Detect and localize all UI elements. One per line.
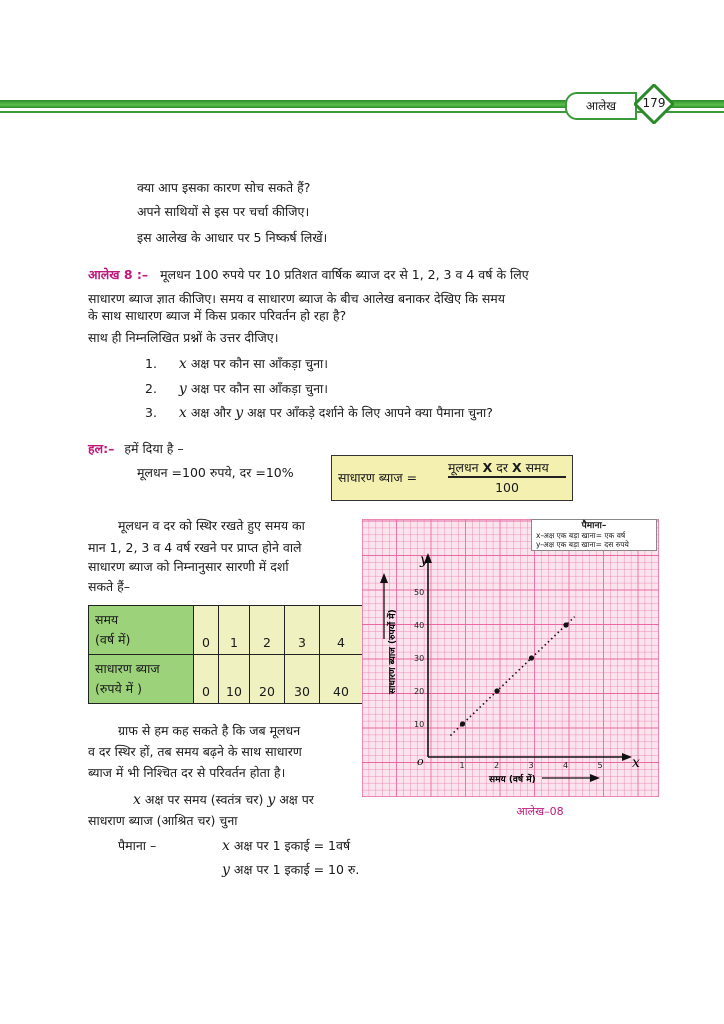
- table-header-line: साधारण ब्याज: [95, 661, 160, 676]
- question-1: [145, 355, 328, 372]
- formula-denominator: 100: [495, 480, 519, 495]
- table-cell: 4: [320, 606, 363, 655]
- problem-text-1: मूलधन 100 रुपये पर 10 प्रतिशत वार्षिक ब्याज दर से 1, 2, 3 व 4 वर्ष के लिए: [160, 267, 529, 282]
- problem-text-4: साथ ही निम्नलिखित प्रश्नों के उत्तर दीजिए।: [88, 330, 279, 345]
- formula-lhs: साधारण ब्याज =: [338, 470, 418, 485]
- formula-time: समय: [525, 460, 549, 475]
- graph-scale-legend: [531, 519, 657, 551]
- question-2: [145, 380, 328, 397]
- scale-y-text: अक्ष पर 1 इकाई = 10 रु.: [233, 862, 360, 877]
- x-axis-label: समय (वर्ष में): [489, 775, 536, 785]
- formula-box: [331, 455, 573, 501]
- table-header-line: (रुपये में ): [95, 681, 143, 696]
- para2-line-3: ब्याज में भी निश्चित दर से परिवर्तन होता है।: [88, 765, 286, 780]
- x-tick-label: 2: [494, 761, 500, 770]
- problem-text-2: साधारण ब्याज ज्ञात कीजिए। समय व साधारण ब्याज के बीच आलेख बनाकर देखिए कि समय: [88, 291, 505, 306]
- data-point: [494, 688, 499, 693]
- intro-line-2: अपने साथियों से इस पर चर्चा कीजिए।: [137, 204, 310, 219]
- axes-text-line-1: [133, 791, 314, 808]
- problem-first-line: [88, 266, 529, 283]
- table-row: [89, 655, 363, 704]
- table-cell: 30: [285, 655, 320, 704]
- table-header-line: (वर्ष में): [95, 632, 131, 647]
- variable-y: y: [267, 792, 276, 808]
- x-tick-label: 4: [563, 761, 569, 770]
- intro-line-3: इस आलेख के आधार पर 5 निष्कर्ष लिखें।: [137, 230, 328, 245]
- table-cell: 0: [194, 606, 219, 655]
- x-variable-label: x: [632, 755, 640, 771]
- y-tick-label: 20: [414, 687, 425, 696]
- question-text: अक्ष और: [190, 405, 232, 420]
- formula-times: X: [511, 460, 522, 475]
- data-point: [529, 655, 534, 660]
- para1-line-4: सकते हैं–: [88, 579, 131, 594]
- problem-label: आलेख 8 :–: [88, 267, 149, 282]
- para1-line-1: मूलधन व दर को स्थिर रखते हुए समय का: [118, 518, 305, 533]
- question-text: अक्ष पर कौन सा आँकड़ा चुना।: [190, 356, 329, 371]
- variable-y: y: [178, 381, 187, 397]
- x-tick-label: 5: [597, 761, 603, 770]
- scale-legend-x: x-अक्ष एक बड़ा खाना= एक वर्ष: [536, 531, 626, 540]
- y-axis-label: साधारण ब्याज (रुपयों में): [388, 609, 398, 694]
- table-cell: 3: [285, 606, 320, 655]
- chapter-tab: आलेख: [565, 92, 637, 120]
- table-cell: 1: [219, 606, 250, 655]
- question-text: अक्ष पर कौन सा आँकड़ा चुना।: [190, 381, 329, 396]
- question-3: [145, 404, 493, 421]
- table-cell: 20: [250, 655, 285, 704]
- question-text: अक्ष पर आँकड़े दर्शाने के लिए आपने क्या पैमाना चुना?: [247, 405, 493, 420]
- table-cell: 2: [250, 606, 285, 655]
- table-cell: 10: [219, 655, 250, 704]
- axes-text: अक्ष पर: [279, 792, 314, 807]
- variable-y: y: [235, 405, 244, 421]
- axes-text: अक्ष पर समय (स्वतंत्र चर): [144, 792, 264, 807]
- problem-text-3: के साथ साधारण ब्याज में किस प्रकार परिवर्तन हो रहा है?: [88, 308, 347, 323]
- interest-table: [88, 605, 363, 704]
- para1-line-2: मान 1, 2, 3 व 4 वर्ष रखने पर प्राप्त होने वाले: [88, 540, 302, 555]
- axes-text-line-2: साधराण ब्याज (आश्रित चर) चुना: [88, 813, 238, 828]
- formula-numerator: [448, 459, 549, 476]
- variable-x: x: [178, 405, 187, 421]
- question-number: 2.: [145, 381, 157, 396]
- page-number: 179: [642, 96, 666, 110]
- solution-header: [88, 440, 184, 457]
- solution-label: हल:–: [88, 441, 115, 456]
- x-tick-label: 3: [528, 761, 534, 770]
- scale-legend-title: पैमाना–: [581, 521, 607, 531]
- solution-given: हमें दिया है –: [124, 441, 184, 456]
- table-header-cell: [89, 655, 194, 704]
- question-number: 3.: [145, 405, 157, 420]
- table-header-cell: [89, 606, 194, 655]
- y-tick-label: 40: [414, 621, 425, 630]
- scale-x-line: [222, 837, 350, 854]
- graph-caption: आलेख–08: [516, 805, 564, 818]
- data-point: [460, 721, 465, 726]
- fraction-bar: [448, 476, 566, 478]
- para2-line-2: व दर स्थिर हों, तब समय बढ़ने के साथ साधारण: [88, 744, 302, 759]
- table-cell: 0: [194, 655, 219, 704]
- variable-x: x: [222, 838, 230, 854]
- scale-legend-y: y-अक्ष एक बड़ा खाना= दस रुपये: [536, 540, 629, 549]
- data-point: [563, 622, 568, 627]
- origin-label: o: [417, 755, 424, 768]
- para2-line-1: ग्राफ से हम कह सकते है कि जब मूलधन: [118, 723, 301, 738]
- table-row: [89, 606, 363, 655]
- scale-label: पैमाना –: [118, 838, 157, 853]
- graph-background: [362, 519, 659, 797]
- y-tick-label: 10: [414, 720, 425, 729]
- variable-y: y: [222, 862, 230, 878]
- scale-y-line: [222, 861, 359, 878]
- formula-times: X: [482, 460, 493, 475]
- intro-line-1: क्या आप इसका कारण सोच सकते हैं?: [137, 180, 311, 195]
- y-variable-label: y: [420, 552, 428, 568]
- table-cell: 40: [320, 655, 363, 704]
- y-tick-label: 30: [414, 654, 425, 663]
- variable-x: x: [133, 792, 141, 808]
- table-header-line: समय: [95, 612, 119, 627]
- solution-values: मूलधन =100 रुपये, दर =10%: [137, 465, 294, 480]
- variable-x: x: [178, 356, 187, 372]
- x-tick-label: 1: [459, 761, 465, 770]
- question-number: 1.: [145, 356, 157, 371]
- formula-principal: मूलधन: [448, 460, 479, 475]
- scale-x-text: अक्ष पर 1 इकाई = 1वर्ष: [233, 838, 351, 853]
- formula-rate: दर: [496, 460, 508, 475]
- graph-paper-chart: [362, 519, 659, 797]
- y-tick-label: 50: [414, 588, 425, 597]
- para1-line-3: साधारण ब्याज को निम्नानुसार सारणी में दर्शा: [88, 559, 289, 574]
